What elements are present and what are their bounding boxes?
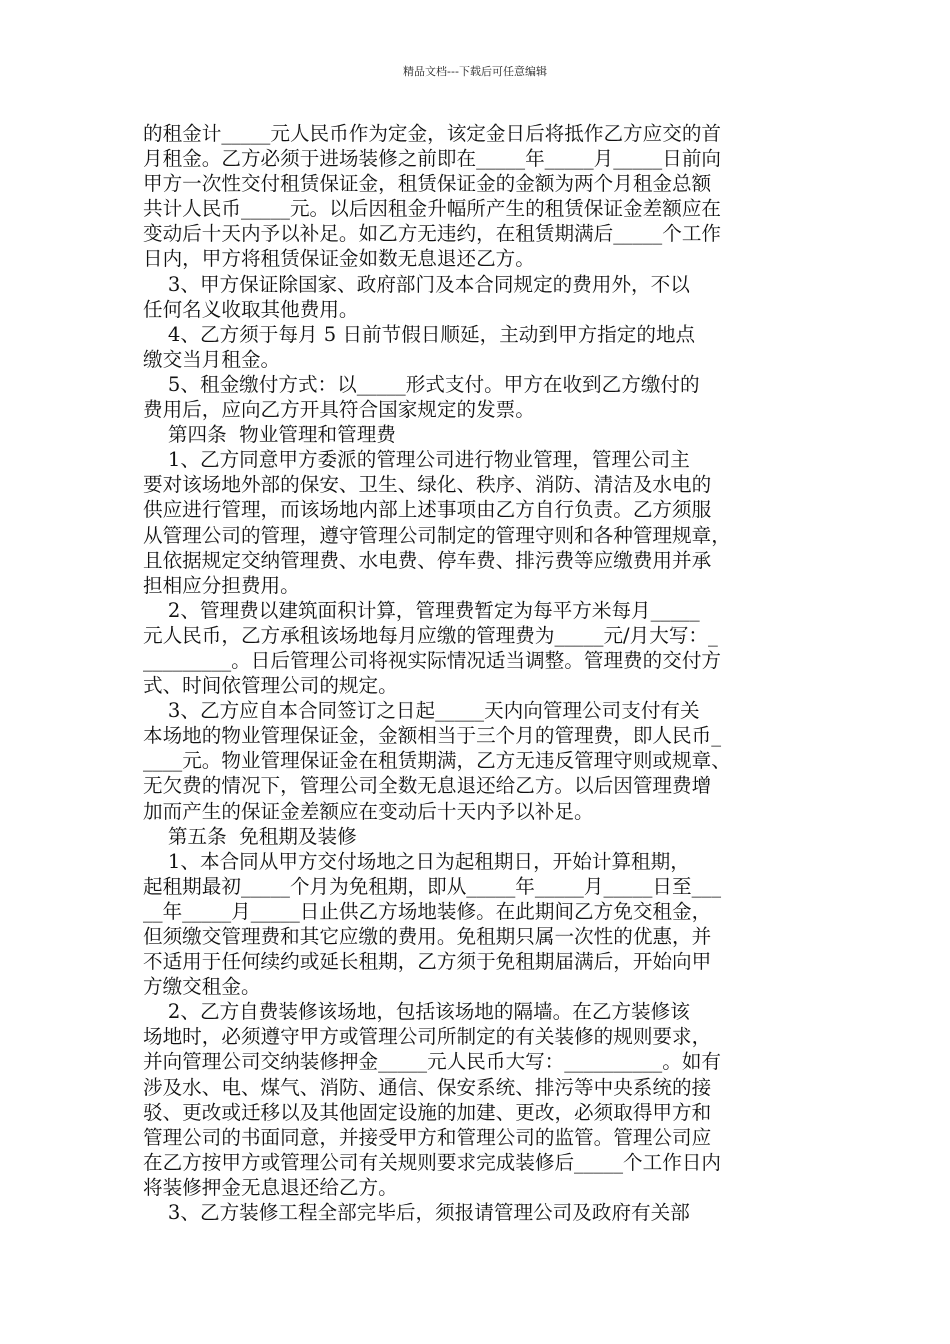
document-text-line: 式、时间依管理公司的规定。 — [143, 674, 398, 698]
document-text-line: 无欠费的情况下，管理公司全数无息退还给乙方。以后因管理费增 — [143, 774, 712, 798]
document-text-line: 涉及水、电、煤气、消防、通信、保安系统、排污等中央系统的接 — [143, 1075, 712, 1099]
document-text-line: 缴交当月租金。 — [143, 347, 281, 371]
document-text-line: 3、甲方保证除国家、政府部门及本合同规定的费用外，不以 — [143, 272, 690, 296]
document-text-line: 起租期最初_____个月为免租期，即从_____年_____月_____日至___ — [143, 874, 722, 898]
document-text-line: 5、租金缴付方式：以_____形式支付。甲方在收到乙方缴付的 — [143, 372, 700, 396]
document-text-line: 担相应分担费用。 — [143, 573, 300, 597]
document-text-line: 本场地的物业管理保证金，金额相当于三个月的管理费，即人民币_ — [143, 724, 722, 748]
document-text-line: 方缴交租金。 — [143, 975, 261, 999]
document-text-line: 1、本合同从甲方交付场地之日为起租期日，开始计算租期， — [143, 849, 690, 873]
document-text-line: 日内，甲方将租赁保证金如数无息退还乙方。 — [143, 247, 535, 271]
document-text-line: 3、乙方应自本合同签订之日起_____天内向管理公司支付有关 — [143, 699, 700, 723]
document-text-line: 甲方一次性交付租赁保证金，租赁保证金的金额为两个月租金总额 — [143, 172, 712, 196]
document-text-line: 且依据规定交纳管理费、水电费、停车费、排污费等应缴费用并承 — [143, 548, 712, 572]
document-text-line: 供应进行管理，而该场地内部上述事项由乙方自行负责。乙方须服 — [143, 498, 712, 522]
document-text-line: 从管理公司的管理，遵守管理公司制定的管理守则和各种管理规章， — [143, 523, 731, 547]
document-text-line: 并向管理公司交纳装修押金_____元人民币大写：__________。如有 — [143, 1050, 722, 1074]
document-body — [143, 121, 811, 1225]
document-text-line: 3、乙方装修工程全部完毕后，须报请管理公司及政府有关部 — [143, 1201, 690, 1225]
document-text-line: 第四条 物业管理和管理费 — [143, 423, 396, 447]
document-text-line: 第五条 免租期及装修 — [143, 824, 357, 848]
document-text-line: _________。日后管理公司将视实际情况适当调整。管理费的交付方 — [143, 648, 722, 672]
document-text-line: 的租金计_____元人民币作为定金，该定金日后将抵作乙方应交的首 — [143, 122, 722, 145]
document-text-line: 2、管理费以建筑面积计算，管理费暂定为每平方米每月_____ — [143, 598, 700, 622]
document-text-line: 不适用于任何续约或延长租期，乙方须于免租期届满后，开始向甲 — [143, 950, 712, 974]
document-text-line: __年_____月_____日止供乙方场地装修。在此期间乙方免交租金， — [143, 899, 712, 923]
document-text-line: 场地时，必须遵守甲方或管理公司所制定的有关装修的规则要求， — [143, 1025, 712, 1049]
document-text-line: 加而产生的保证金差额应在变动后十天内予以补足。 — [143, 799, 594, 823]
document-text-line: 要对该场地外部的保安、卫生、绿化、秩序、消防、清洁及水电的 — [143, 473, 712, 497]
document-text-line: 4、乙方须于每月 5 日前节假日顺延，主动到甲方指定的地点 — [143, 322, 696, 346]
document-text-line: 将装修押金无息退还给乙方。 — [143, 1175, 398, 1199]
document-text-line: 元人民币，乙方承租该场地每月应缴的管理费为_____元/月大写：_ — [143, 623, 718, 647]
document-text-line: 驳、更改或迁移以及其他固定设施的加建、更改，必须取得甲方和 — [143, 1100, 712, 1124]
document-text-line: 但须缴交管理费和其它应缴的费用。免租期只属一次性的优惠，并 — [143, 925, 712, 948]
document-text-line: 月租金。乙方必须于进场装修之前即在_____年_____月_____日前向 — [143, 147, 722, 171]
document-text-line: 在乙方按甲方或管理公司有关规则要求完成装修后_____个工作日内 — [143, 1150, 722, 1174]
document-text-line: 2、乙方自费装修该场地，包括该场地的隔墙。在乙方装修该 — [143, 1000, 690, 1024]
document-text-line: 共计人民币_____元。以后因租金升幅所产生的租赁保证金差额应在 — [143, 197, 722, 221]
document-text-line: 变动后十天内予以补足。如乙方无违约，在租赁期满后_____个工作 — [143, 222, 722, 246]
document-text-line: 任何名义收取其他费用。 — [143, 297, 359, 321]
document-text-line: 1、乙方同意甲方委派的管理公司进行物业管理，管理公司主 — [143, 448, 690, 472]
document-text-line: 费用后，应向乙方开具符合国家规定的发票。 — [143, 398, 535, 422]
page-header: 精品文档---下载后可任意编辑 — [403, 65, 547, 78]
document-text-line: ____元。物业管理保证金在租赁期满，乙方无违反管理守则或规章、 — [143, 749, 731, 773]
document-text-line: 管理公司的书面同意，并接受甲方和管理公司的监管。管理公司应 — [143, 1125, 712, 1149]
